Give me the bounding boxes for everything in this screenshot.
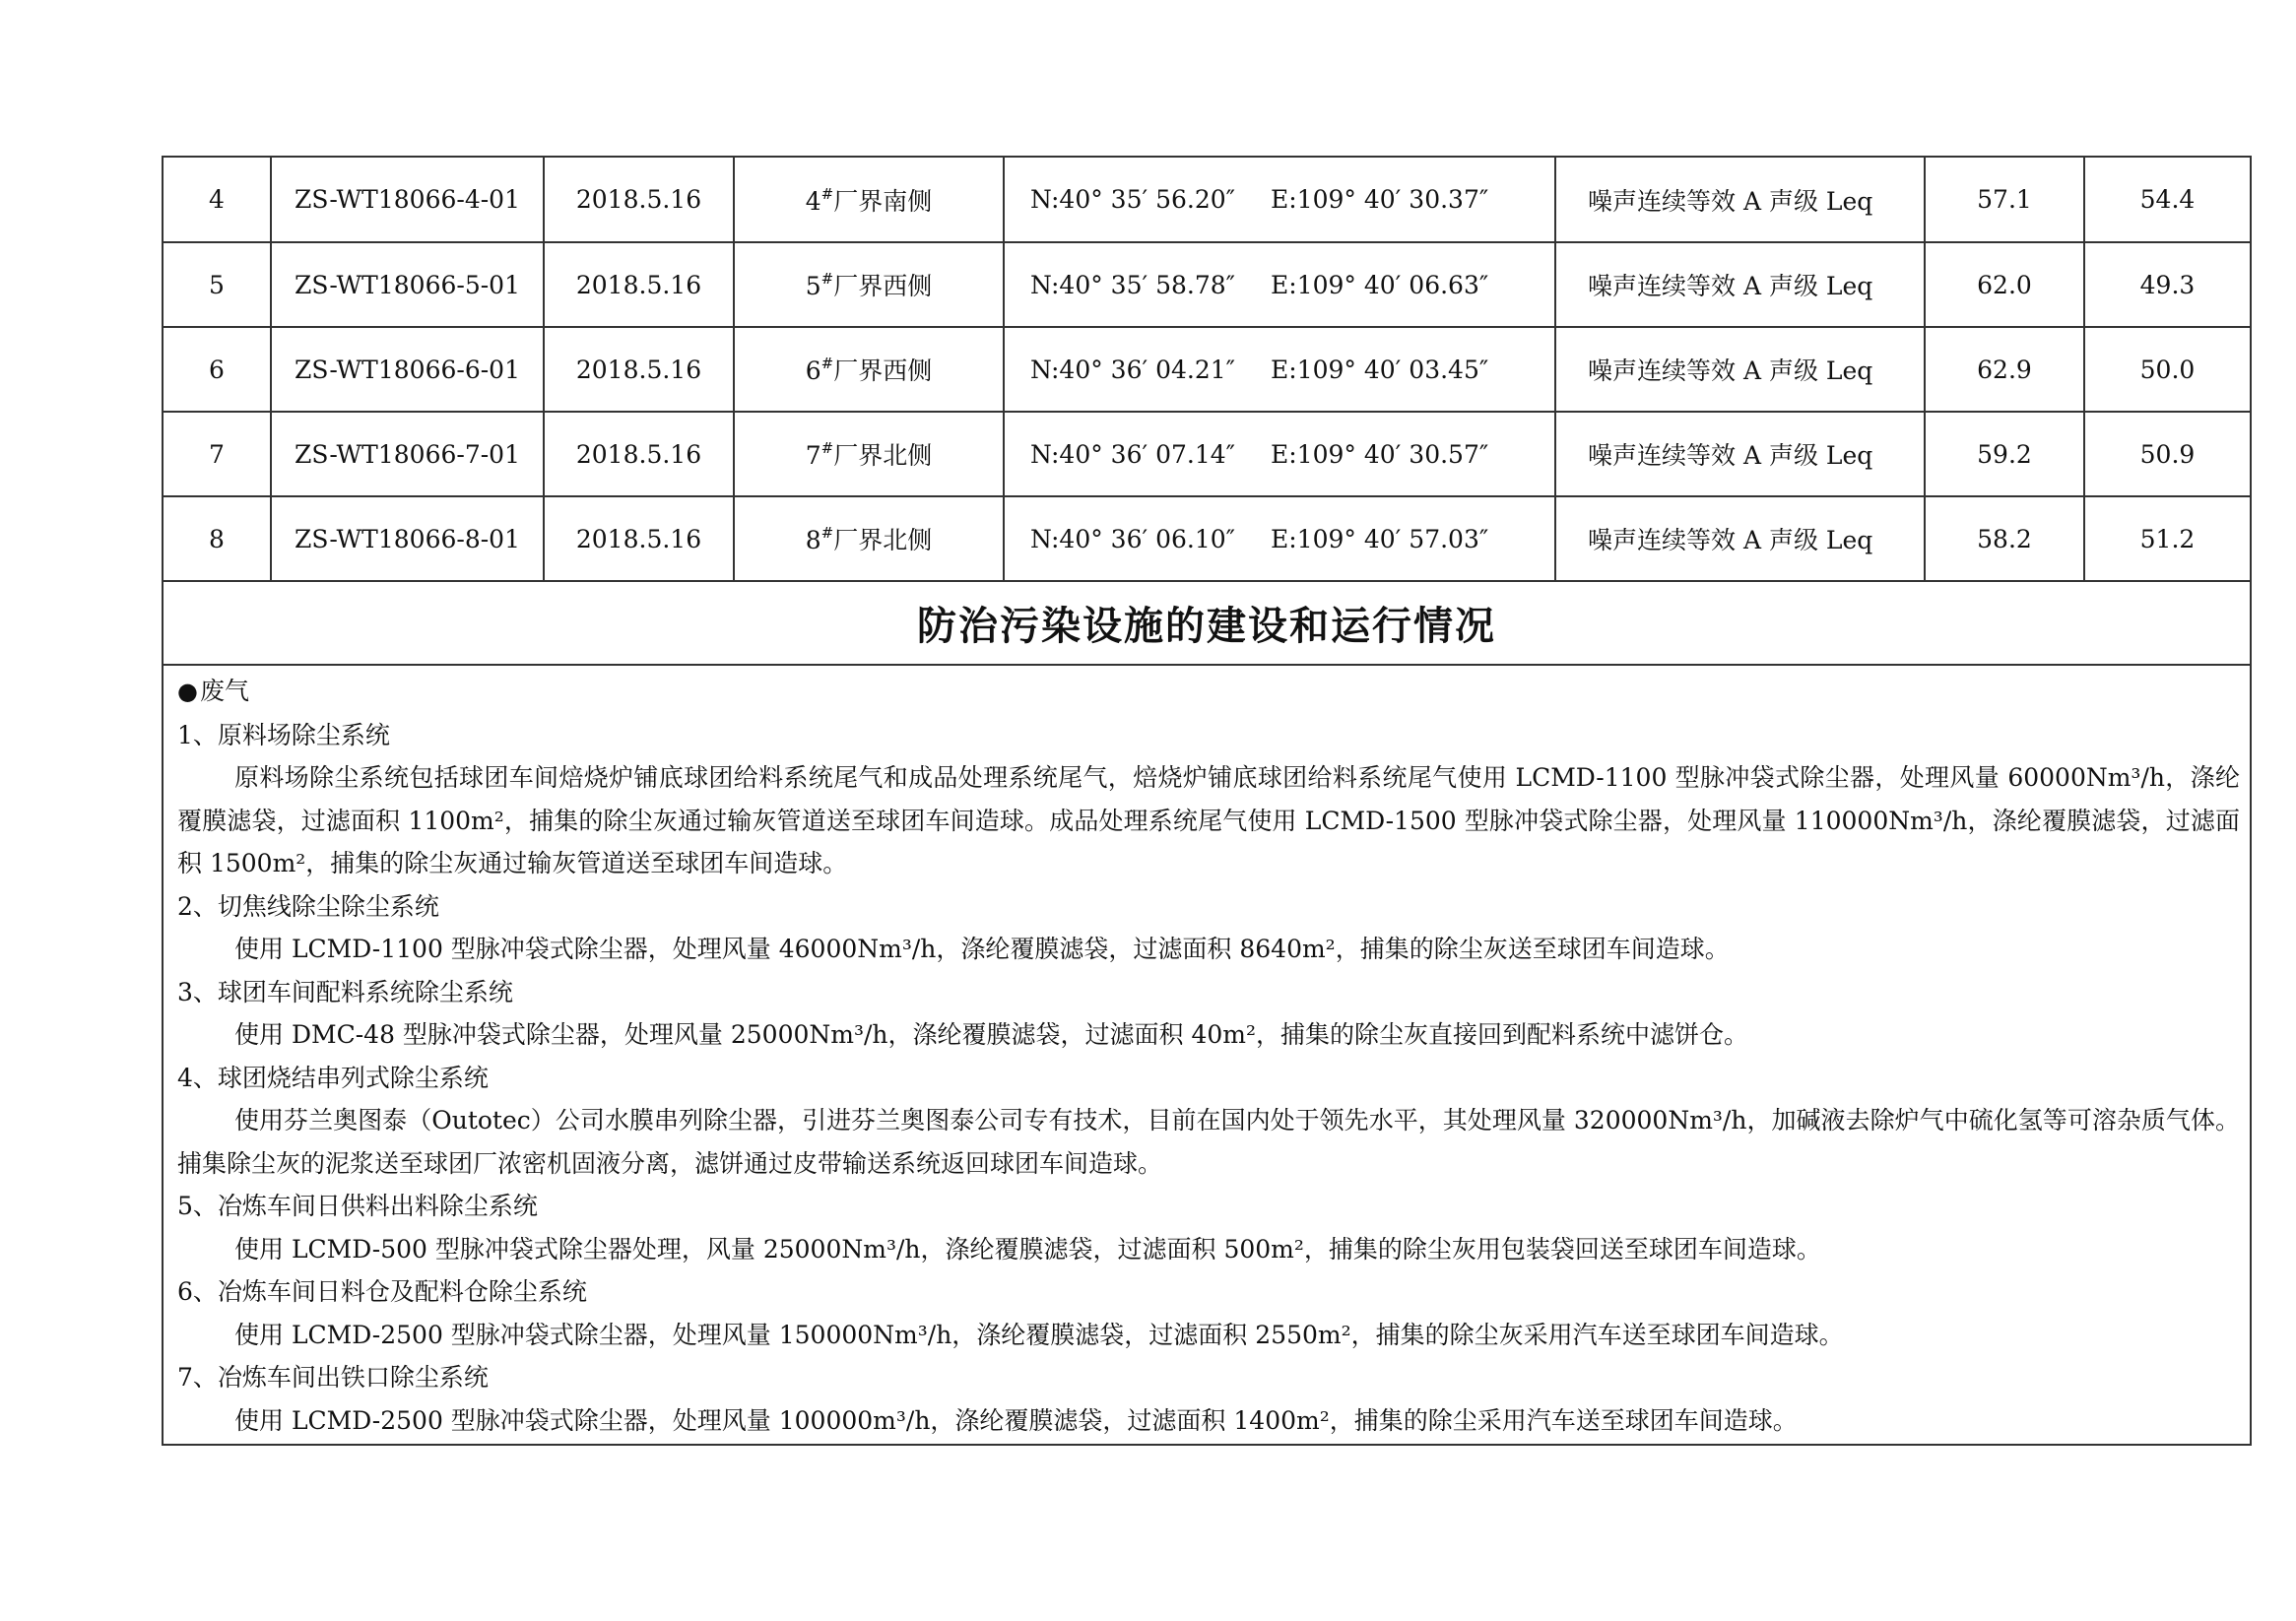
- category-heading: [177, 670, 2240, 714]
- subsection-heading: 2、切焦线除尘除尘系统: [177, 891, 439, 921]
- category-label: 废气: [199, 677, 249, 705]
- point-number: 8: [805, 526, 821, 554]
- table-row: [164, 158, 2250, 242]
- point-number: 7: [805, 441, 821, 470]
- point-mark: #: [820, 524, 834, 542]
- coordinates: [1004, 496, 1555, 581]
- latitude: N:40° 35′ 56.20″: [1030, 185, 1236, 214]
- daytime-value: 62.0: [1925, 242, 2084, 327]
- coordinates: [1004, 158, 1555, 242]
- point-location: 厂界北侧: [833, 441, 933, 470]
- nighttime-value: 50.0: [2084, 327, 2250, 412]
- row-number: 7: [164, 412, 271, 496]
- subsection-heading: 7、冶炼车间出铁口除尘系统: [177, 1363, 489, 1392]
- section-title: 防治污染设施的建设和运行情况: [164, 581, 2250, 666]
- item-list: [177, 714, 2240, 1443]
- sample-code: ZS-WT18066-8-01: [271, 496, 544, 581]
- coordinates: [1004, 242, 1555, 327]
- point-location: 厂界北侧: [833, 526, 933, 554]
- sample-date: 2018.5.16: [544, 327, 734, 412]
- latitude: N:40° 35′ 58.78″: [1030, 270, 1236, 299]
- subsection-paragraph: 使用 LCMD-1100 型脉冲袋式除尘器，处理风量 46000Nm³/h，涤纶覆膜滤袋，过滤面积 8640m²，捕集的除尘灰送至球团车间造球。: [234, 935, 1730, 963]
- monitoring-item: 噪声连续等效 A 声级 Leq: [1555, 242, 1925, 327]
- table-row: [164, 496, 2250, 581]
- daytime-value: 59.2: [1925, 412, 2084, 496]
- table-body: [164, 158, 2250, 581]
- latitude: N:40° 36′ 07.14″: [1030, 439, 1236, 469]
- table-row: [164, 412, 2250, 496]
- sample-date: 2018.5.16: [544, 496, 734, 581]
- latitude: N:40° 36′ 04.21″: [1030, 355, 1236, 384]
- monitoring-item: 噪声连续等效 A 声级 Leq: [1555, 412, 1925, 496]
- bullet-icon: ●: [177, 678, 198, 705]
- section-content: [177, 670, 2240, 1442]
- latitude: N:40° 36′ 06.10″: [1030, 524, 1236, 553]
- subsection-paragraph: 原料场除尘系统包括球团车间焙烧炉铺底球团给料系统尾气和成品处理系统尾气，焙烧炉铺底球团给料系统尾气使用 LCMD-1100 型脉冲袋式除尘器，处理风量 60000Nm³/h，涤纶覆膜滤袋，过滤面积 1100m²，捕集的除尘灰通过输灰管道送至球团车间造球。成品处理系统尾气使用 LCMD-1500 型脉冲袋式除尘器，处理风量 110000Nm³/h，涤纶覆膜滤袋，过滤面积 1500m²，捕集的除尘灰通过输灰管道送至球团车间造球。: [177, 763, 2240, 877]
- nighttime-value: 50.9: [2084, 412, 2250, 496]
- point-location: 厂界西侧: [833, 357, 933, 385]
- nighttime-value: 54.4: [2084, 158, 2250, 242]
- monitoring-point: [734, 242, 1004, 327]
- point-number: 5: [805, 272, 821, 300]
- row-number: 6: [164, 327, 271, 412]
- row-number: 5: [164, 242, 271, 327]
- document-frame: [162, 156, 2252, 1446]
- daytime-value: 58.2: [1925, 496, 2084, 581]
- row-number: 8: [164, 496, 271, 581]
- monitoring-item: 噪声连续等效 A 声级 Leq: [1555, 327, 1925, 412]
- monitoring-item: 噪声连续等效 A 声级 Leq: [1555, 496, 1925, 581]
- noise-measurement-table: [164, 158, 2250, 582]
- subsection-heading: 6、冶炼车间日料仓及配料仓除尘系统: [177, 1277, 587, 1306]
- longitude: E:109° 40′ 57.03″: [1271, 524, 1489, 553]
- nighttime-value: 49.3: [2084, 242, 2250, 327]
- point-mark: #: [820, 355, 834, 372]
- subsection-heading: 5、冶炼车间日供料出料除尘系统: [177, 1192, 538, 1220]
- point-number: 4: [805, 186, 821, 216]
- subsection-paragraph: 使用芬兰奥图泰（Outotec）公司水膜串列除尘器，引进芬兰奥图泰公司专有技术，目前在国内处于领先水平，其处理风量 320000Nm³/h，加碱液去除炉气中硫化氢等可溶杂质气体。捕集除尘灰的泥浆送至球团厂浓密机固液分离，滤饼通过皮带输送系统返回球团车间造球。: [177, 1106, 2240, 1178]
- daytime-value: 62.9: [1925, 327, 2084, 412]
- monitoring-point: [734, 327, 1004, 412]
- monitoring-point: [734, 496, 1004, 581]
- longitude: E:109° 40′ 30.57″: [1271, 439, 1489, 469]
- daytime-value: 57.1: [1925, 158, 2084, 242]
- point-location: 厂界西侧: [833, 272, 933, 300]
- monitoring-point: [734, 158, 1004, 242]
- point-location: 厂界南侧: [833, 186, 933, 216]
- point-mark: #: [820, 184, 834, 203]
- nighttime-value: 51.2: [2084, 496, 2250, 581]
- point-mark: #: [820, 270, 834, 288]
- longitude: E:109° 40′ 06.63″: [1271, 270, 1489, 299]
- subsection-paragraph: 使用 LCMD-2500 型脉冲袋式除尘器，处理风量 100000m³/h，涤纶覆膜滤袋，过滤面积 1400m²，捕集的除尘采用汽车送至球团车间造球。: [234, 1405, 1798, 1435]
- sample-code: ZS-WT18066-4-01: [271, 158, 544, 242]
- sample-date: 2018.5.16: [544, 242, 734, 327]
- subsection-heading: 3、球团车间配料系统除尘系统: [177, 977, 513, 1006]
- sample-code: ZS-WT18066-5-01: [271, 242, 544, 327]
- table-row: [164, 327, 2250, 412]
- coordinates: [1004, 327, 1555, 412]
- monitoring-item: 噪声连续等效 A 声级 Leq: [1555, 158, 1925, 242]
- subsection-heading: 4、球团烧结串列式除尘系统: [177, 1063, 489, 1092]
- sample-date: 2018.5.16: [544, 158, 734, 242]
- sample-code: ZS-WT18066-6-01: [271, 327, 544, 412]
- longitude: E:109° 40′ 30.37″: [1271, 185, 1489, 214]
- subsection-heading: 1、原料场除尘系统: [177, 720, 390, 749]
- point-number: 6: [805, 357, 821, 385]
- sample-code: ZS-WT18066-7-01: [271, 412, 544, 496]
- subsection-paragraph: 使用 DMC-48 型脉冲袋式除尘器，处理风量 25000Nm³/h，涤纶覆膜滤袋，过滤面积 40m²，捕集的除尘灰直接回到配料系统中滤饼仓。: [234, 1020, 1749, 1049]
- table-row: [164, 242, 2250, 327]
- longitude: E:109° 40′ 03.45″: [1271, 355, 1489, 384]
- sample-date: 2018.5.16: [544, 412, 734, 496]
- point-mark: #: [820, 439, 834, 457]
- monitoring-point: [734, 412, 1004, 496]
- subsection-paragraph: 使用 LCMD-500 型脉冲袋式除尘器处理，风量 25000Nm³/h，涤纶覆膜滤袋，过滤面积 500m²，捕集的除尘灰用包装袋回送至球团车间造球。: [234, 1234, 1821, 1264]
- coordinates: [1004, 412, 1555, 496]
- subsection-paragraph: 使用 LCMD-2500 型脉冲袋式除尘器，处理风量 150000Nm³/h，涤纶覆膜滤袋，过滤面积 2550m²，捕集的除尘灰采用汽车送至球团车间造球。: [234, 1320, 1844, 1349]
- row-number: 4: [164, 158, 271, 242]
